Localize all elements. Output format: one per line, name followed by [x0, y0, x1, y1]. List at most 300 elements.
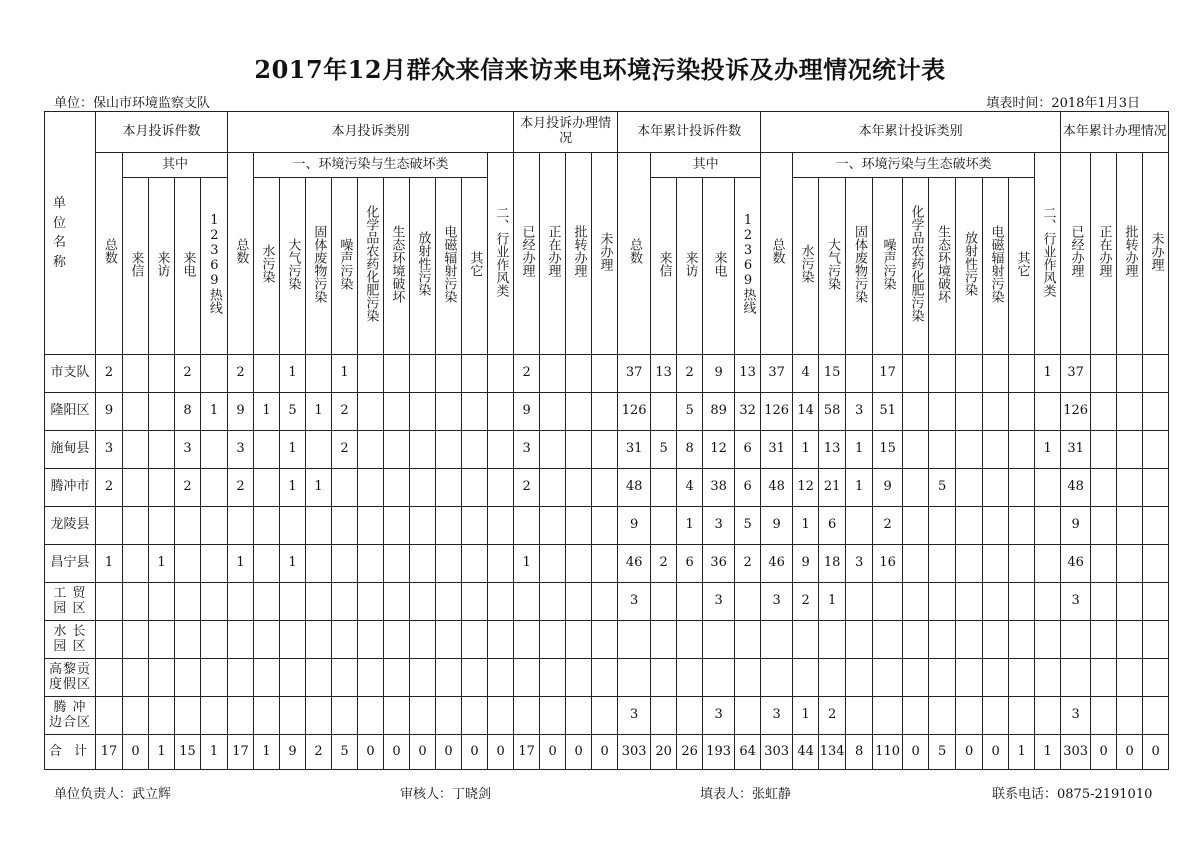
table-cell: 0 [1091, 735, 1117, 770]
table-cell [358, 469, 384, 507]
year-eco-header: 生态环境破坏 [929, 178, 956, 355]
table-cell [540, 507, 566, 545]
region-name: 龙陵县 [45, 507, 96, 545]
table-cell [462, 393, 488, 431]
table-cell [1143, 659, 1169, 697]
table-cell: 3 [761, 697, 793, 735]
table-cell: 126 [618, 393, 651, 431]
month-air-header: 大气污染 [280, 178, 306, 355]
table-cell [761, 621, 793, 659]
table-cell [929, 621, 956, 659]
table-cell [735, 621, 761, 659]
table-cell [1143, 545, 1169, 583]
table-cell [462, 469, 488, 507]
region-name: 腾冲市 [45, 469, 96, 507]
unit-label: 单位：保山市环境监察支队 [54, 96, 211, 111]
table-cell: 2 [873, 507, 903, 545]
table-cell: 15 [819, 355, 846, 393]
year-radio-header: 放射性污染 [956, 178, 983, 355]
table-cell [306, 507, 332, 545]
year-of-which-header: 其中 [651, 153, 761, 178]
table-cell [175, 507, 201, 545]
table-cell [462, 659, 488, 697]
month-transfer-header: 批转办理 [566, 153, 592, 355]
table-cell [1035, 621, 1061, 659]
month-solid-header: 固体废物污染 [306, 178, 332, 355]
table-cell [1117, 469, 1143, 507]
table-cell [566, 355, 592, 393]
region-name: 昌宁县 [45, 545, 96, 583]
table-cell [436, 431, 462, 469]
table-cell: 126 [761, 393, 793, 431]
table-cell: 64 [735, 735, 761, 770]
table-cell [540, 431, 566, 469]
table-cell [651, 393, 677, 431]
table-cell [618, 621, 651, 659]
table-row [45, 659, 1169, 697]
month-handling-header: 本月投诉办理情况 [514, 112, 618, 153]
table-cell [1143, 507, 1169, 545]
table-cell: 17 [514, 735, 540, 770]
table-cell: 5 [735, 507, 761, 545]
table-cell: 1 [149, 545, 175, 583]
table-cell [1091, 431, 1117, 469]
table-cell: 4 [677, 469, 703, 507]
table-cell [956, 507, 983, 545]
table-cell [149, 469, 175, 507]
table-cell [149, 431, 175, 469]
table-cell: 9 [703, 355, 735, 393]
table-cell [566, 659, 592, 697]
table-cell [149, 393, 175, 431]
table-cell [566, 469, 592, 507]
table-cell: 14 [793, 393, 819, 431]
table-cell [956, 659, 983, 697]
table-cell [123, 469, 149, 507]
table-cell [1035, 545, 1061, 583]
year-noise-header: 噪声污染 [873, 178, 903, 355]
table-cell [436, 507, 462, 545]
table-cell [254, 583, 280, 621]
table-cell [956, 697, 983, 735]
table-cell: 1 [1035, 431, 1061, 469]
table-cell: 1 [306, 393, 332, 431]
table-cell: 303 [761, 735, 793, 770]
table-cell: 4 [793, 355, 819, 393]
table-cell [846, 355, 873, 393]
table-cell [436, 469, 462, 507]
table-cell [201, 431, 228, 469]
table-cell: 6 [735, 469, 761, 507]
year-undone-header: 未办理 [1143, 153, 1169, 355]
table-cell [1035, 469, 1061, 507]
table-cell [488, 469, 514, 507]
table-cell [1091, 583, 1117, 621]
table-cell [1091, 697, 1117, 735]
table-cell [1035, 393, 1061, 431]
table-row [45, 583, 1169, 621]
year-solid-header: 固体废物污染 [846, 178, 873, 355]
table-cell: 0 [956, 735, 983, 770]
table-cell [592, 659, 618, 697]
table-cell: 8 [677, 431, 703, 469]
region-name: 施甸县 [45, 431, 96, 469]
table-cell [983, 583, 1009, 621]
table-cell [436, 659, 462, 697]
table-cell [149, 583, 175, 621]
table-cell [903, 697, 929, 735]
table-cell: 36 [703, 545, 735, 583]
table-cell [846, 507, 873, 545]
table-cell: 1 [280, 545, 306, 583]
table-cell [846, 697, 873, 735]
table-cell [651, 659, 677, 697]
year-done-header: 已经办理 [1061, 153, 1091, 355]
month-eco-header: 生态环境破坏 [384, 178, 410, 355]
table-cell: 44 [793, 735, 819, 770]
table-cell: 0 [592, 735, 618, 770]
table-cell [956, 621, 983, 659]
table-cell [540, 469, 566, 507]
table-cell: 12 [703, 431, 735, 469]
table-cell [703, 621, 735, 659]
table-cell [540, 621, 566, 659]
table-cell [540, 393, 566, 431]
table-cell: 9 [228, 393, 254, 431]
table-cell: 0 [488, 735, 514, 770]
table-cell: 1 [280, 469, 306, 507]
table-cell [903, 431, 929, 469]
table-cell [1035, 507, 1061, 545]
table-cell [929, 393, 956, 431]
table-cell [462, 507, 488, 545]
table-cell [983, 507, 1009, 545]
table-cell [1091, 621, 1117, 659]
year-cat-total-header: 总数 [761, 153, 793, 355]
table-cell: 1 [793, 431, 819, 469]
table-cell [566, 431, 592, 469]
table-cell [149, 355, 175, 393]
table-cell [410, 469, 436, 507]
table-cell: 0 [358, 735, 384, 770]
table-cell: 9 [96, 393, 123, 431]
table-cell: 2 [175, 469, 201, 507]
table-cell: 1 [149, 735, 175, 770]
table-cell [592, 545, 618, 583]
month-visit-header: 来访 [149, 178, 175, 355]
month-doing-header: 正在办理 [540, 153, 566, 355]
table-cell [956, 393, 983, 431]
table-cell [1143, 621, 1169, 659]
table-cell [592, 469, 618, 507]
table-cell [1143, 469, 1169, 507]
table-cell [592, 507, 618, 545]
table-cell [540, 355, 566, 393]
table-cell: 5 [280, 393, 306, 431]
month-undone-header: 未办理 [592, 153, 618, 355]
month-letter-header: 来信 [123, 178, 149, 355]
table-cell: 58 [819, 393, 846, 431]
table-cell [903, 545, 929, 583]
table-cell [436, 697, 462, 735]
table-cell [488, 355, 514, 393]
table-cell [332, 507, 358, 545]
month-total-header: 总数 [96, 153, 123, 355]
table-cell: 3 [228, 431, 254, 469]
table-cell: 1 [1035, 735, 1061, 770]
table-cell [123, 431, 149, 469]
table-cell: 1 [793, 697, 819, 735]
table-cell [384, 583, 410, 621]
table-cell: 0 [410, 735, 436, 770]
table-cell: 51 [873, 393, 903, 431]
table-cell [254, 355, 280, 393]
table-cell [384, 355, 410, 393]
table-cell [358, 507, 384, 545]
table-cell [514, 507, 540, 545]
table-cell: 17 [228, 735, 254, 770]
table-cell [410, 355, 436, 393]
table-cell [566, 507, 592, 545]
table-cell [1035, 697, 1061, 735]
table-cell: 2 [677, 355, 703, 393]
table-cell [983, 659, 1009, 697]
table-cell [332, 583, 358, 621]
table-cell [929, 697, 956, 735]
table-cell [514, 697, 540, 735]
region-name: 隆阳区 [45, 393, 96, 431]
table-cell: 31 [761, 431, 793, 469]
table-cell [228, 507, 254, 545]
table-cell [819, 659, 846, 697]
table-cell [332, 697, 358, 735]
table-cell: 37 [761, 355, 793, 393]
table-cell [384, 697, 410, 735]
table-cell [1143, 583, 1169, 621]
table-cell [358, 659, 384, 697]
table-cell [651, 583, 677, 621]
table-cell [761, 659, 793, 697]
table-cell [592, 583, 618, 621]
year-handling-header: 本年累计办理情况 [1061, 112, 1169, 153]
table-cell: 9 [1061, 507, 1091, 545]
table-cell [280, 583, 306, 621]
table-cell [358, 583, 384, 621]
table-cell [149, 697, 175, 735]
table-cell: 3 [703, 507, 735, 545]
table-cell [332, 621, 358, 659]
table-cell [201, 659, 228, 697]
table-cell [410, 431, 436, 469]
table-cell: 2 [651, 545, 677, 583]
month-noise-header: 噪声污染 [332, 178, 358, 355]
month-em-header: 电磁辐射污染 [436, 178, 462, 355]
table-cell [149, 507, 175, 545]
table-cell [280, 507, 306, 545]
table-cell: 17 [96, 735, 123, 770]
reviewer: 审核人：丁晓剑 [400, 787, 492, 802]
table-cell [410, 621, 436, 659]
table-cell: 110 [873, 735, 903, 770]
table-cell [201, 545, 228, 583]
table-cell [201, 697, 228, 735]
table-cell: 8 [175, 393, 201, 431]
table-cell: 21 [819, 469, 846, 507]
table-cell: 2 [228, 355, 254, 393]
table-cell [592, 355, 618, 393]
table-cell [462, 621, 488, 659]
table-cell: 3 [175, 431, 201, 469]
table-cell [306, 621, 332, 659]
table-cell [903, 507, 929, 545]
table-cell [903, 469, 929, 507]
table-cell [983, 431, 1009, 469]
table-cell [983, 621, 1009, 659]
table-cell: 2 [175, 355, 201, 393]
table-cell [846, 583, 873, 621]
statistics-table [44, 111, 1169, 770]
table-cell: 1 [201, 393, 228, 431]
table-cell [254, 507, 280, 545]
table-cell: 1 [96, 545, 123, 583]
table-cell [436, 393, 462, 431]
table-cell: 9 [761, 507, 793, 545]
table-cell: 1 [846, 431, 873, 469]
table-cell [983, 469, 1009, 507]
table-cell [332, 469, 358, 507]
table-cell [677, 697, 703, 735]
year-transfer-header: 批转办理 [1117, 153, 1143, 355]
table-cell [903, 659, 929, 697]
year-chem-header: 化学品农药化肥污染 [903, 178, 929, 355]
table-cell [983, 355, 1009, 393]
month-industry-header: 二、行业作风类 [488, 153, 514, 355]
table-cell: 0 [436, 735, 462, 770]
table-cell: 0 [1117, 735, 1143, 770]
table-cell [566, 393, 592, 431]
responsible-person: 单位负责人：武立辉 [54, 787, 172, 802]
contact-phone: 联系电话：0875-2191010 [992, 787, 1153, 802]
table-cell: 20 [651, 735, 677, 770]
table-cell [903, 355, 929, 393]
table-cell [873, 697, 903, 735]
table-cell: 2 [819, 697, 846, 735]
table-cell: 1 [332, 355, 358, 393]
table-cell [254, 469, 280, 507]
table-cell: 2 [332, 431, 358, 469]
table-cell [514, 659, 540, 697]
table-cell [96, 583, 123, 621]
table-cell [384, 659, 410, 697]
table-cell [846, 621, 873, 659]
table-cell [819, 621, 846, 659]
table-cell [201, 355, 228, 393]
table-cell: 1 [793, 507, 819, 545]
table-cell [201, 583, 228, 621]
table-cell: 46 [1061, 545, 1091, 583]
table-row [45, 393, 1169, 431]
table-cell [566, 583, 592, 621]
table-cell [1009, 545, 1035, 583]
table-cell: 5 [677, 393, 703, 431]
table-cell [410, 583, 436, 621]
table-cell: 0 [983, 735, 1009, 770]
table-cell: 5 [929, 735, 956, 770]
table-cell [677, 659, 703, 697]
table-cell: 5 [929, 469, 956, 507]
table-cell [903, 583, 929, 621]
table-cell: 126 [1061, 393, 1091, 431]
table-cell [618, 659, 651, 697]
table-cell [384, 469, 410, 507]
table-cell [228, 621, 254, 659]
table-cell: 15 [175, 735, 201, 770]
table-cell: 1 [1035, 355, 1061, 393]
year-air-header: 大气污染 [819, 178, 846, 355]
table-row [45, 431, 1169, 469]
table-cell: 3 [846, 545, 873, 583]
table-cell [123, 621, 149, 659]
table-cell [175, 697, 201, 735]
table-cell [1091, 659, 1117, 697]
year-industry-header: 二、行业作风类 [1035, 153, 1061, 355]
table-cell [332, 545, 358, 583]
region-name: 合 计 [45, 735, 96, 770]
table-cell: 6 [677, 545, 703, 583]
table-cell [1117, 507, 1143, 545]
table-cell: 2 [332, 393, 358, 431]
table-cell [1117, 583, 1143, 621]
table-cell [123, 507, 149, 545]
table-cell [677, 583, 703, 621]
table-cell [123, 697, 149, 735]
table-row [45, 545, 1169, 583]
table-cell: 1 [280, 355, 306, 393]
month-env-group-header: 一、环境污染与生态破坏类 [254, 153, 488, 178]
table-cell [540, 583, 566, 621]
table-cell [436, 545, 462, 583]
table-cell [488, 431, 514, 469]
table-cell [462, 431, 488, 469]
table-cell [651, 469, 677, 507]
table-cell [1061, 659, 1091, 697]
table-cell [306, 545, 332, 583]
table-cell [793, 659, 819, 697]
month-of-which-header: 其中 [123, 153, 228, 178]
table-cell: 1 [254, 393, 280, 431]
region-name: 高黎贡度假区 [45, 659, 96, 697]
table-cell: 2 [228, 469, 254, 507]
table-cell: 2 [306, 735, 332, 770]
table-cell [384, 507, 410, 545]
table-cell: 89 [703, 393, 735, 431]
month-done-header: 已经办理 [514, 153, 540, 355]
table-cell [592, 621, 618, 659]
table-cell [703, 659, 735, 697]
table-cell: 31 [1061, 431, 1091, 469]
table-cell [254, 697, 280, 735]
table-cell: 2 [514, 355, 540, 393]
table-cell [873, 621, 903, 659]
year-other-header: 其它 [1009, 178, 1035, 355]
table-cell [929, 431, 956, 469]
table-cell [228, 697, 254, 735]
table-cell: 37 [618, 355, 651, 393]
table-cell [1143, 355, 1169, 393]
region-header: 单 位 名 称 [45, 112, 96, 355]
table-cell: 1 [306, 469, 332, 507]
table-cell [306, 355, 332, 393]
